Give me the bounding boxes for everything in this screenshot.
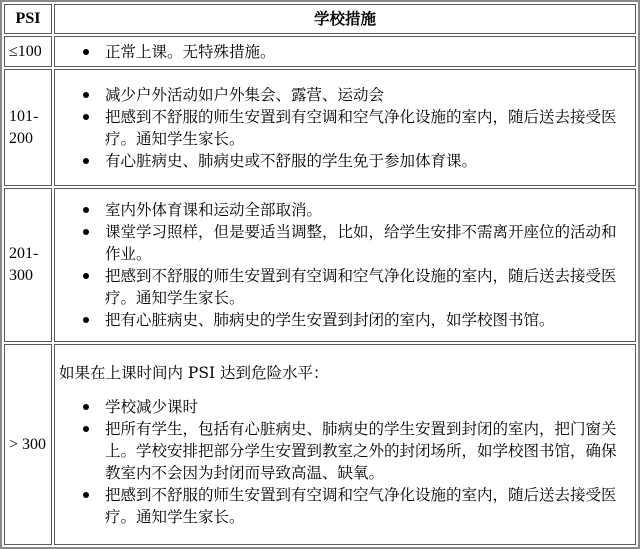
measure-item: 把感到不舒服的师生安置到有空调和空气净化设施的室内，随后送去接受医疗。通知学生家长。 <box>105 265 631 309</box>
table-row <box>4 344 636 545</box>
measure-item: 把所有学生，包括有心脏病史、肺病史的学生安置到封闭的室内，把门窗关上。学校安排把部分学生安置到教室之外的封闭场所，如学校图书馆，确保教室内不会因为封闭而导致高温、缺氧。 <box>105 418 631 484</box>
measure-item: 学校减少课时 <box>105 396 631 418</box>
measure-item: 正常上课。无特殊措施。 <box>105 41 631 63</box>
psi-measures-table <box>2 2 638 547</box>
measures-cell <box>54 36 636 66</box>
measures-cell <box>54 344 636 545</box>
measures-cell <box>54 188 636 342</box>
measures-list <box>59 396 631 528</box>
table-row <box>4 188 636 342</box>
measure-item: 有心脏病史、肺病史或不舒服的学生免于参加体育课。 <box>105 150 631 172</box>
header-psi: PSI <box>4 4 52 34</box>
psi-range-cell: 101-200 <box>4 69 52 187</box>
measures-list <box>59 84 631 172</box>
measure-item: 把有心脏病史、肺病史的学生安置到封闭的室内，如学校图书馆。 <box>105 309 631 331</box>
psi-range-cell: > 300 <box>4 344 52 545</box>
measures-intro: 如果在上课时间内 PSI 达到危险水平： <box>59 363 329 382</box>
measure-item: 把感到不舒服的师生安置到有空调和空气净化设施的室内，随后送去接受医疗。通知学生家长。 <box>105 484 631 528</box>
measure-item: 把感到不舒服的师生安置到有空调和空气净化设施的室内，随后送去接受医疗。通知学生家长。 <box>105 106 631 150</box>
measure-item: 课堂学习照样，但是要适当调整，比如，给学生安排不需离开座位的活动和作业。 <box>105 221 631 265</box>
header-school-measures: 学校措施 <box>54 4 636 34</box>
measure-item: 室内外体育课和运动全部取消。 <box>105 199 631 221</box>
psi-range-cell: 201-300 <box>4 188 52 342</box>
measures-list <box>59 41 631 63</box>
table-header-row <box>4 4 636 34</box>
table-row <box>4 36 636 66</box>
measure-item: 减少户外活动如户外集会、露营、运动会 <box>105 84 631 106</box>
psi-range-cell: ≤100 <box>4 36 52 66</box>
measures-cell <box>54 69 636 187</box>
table-row <box>4 69 636 187</box>
measures-list <box>59 199 631 331</box>
